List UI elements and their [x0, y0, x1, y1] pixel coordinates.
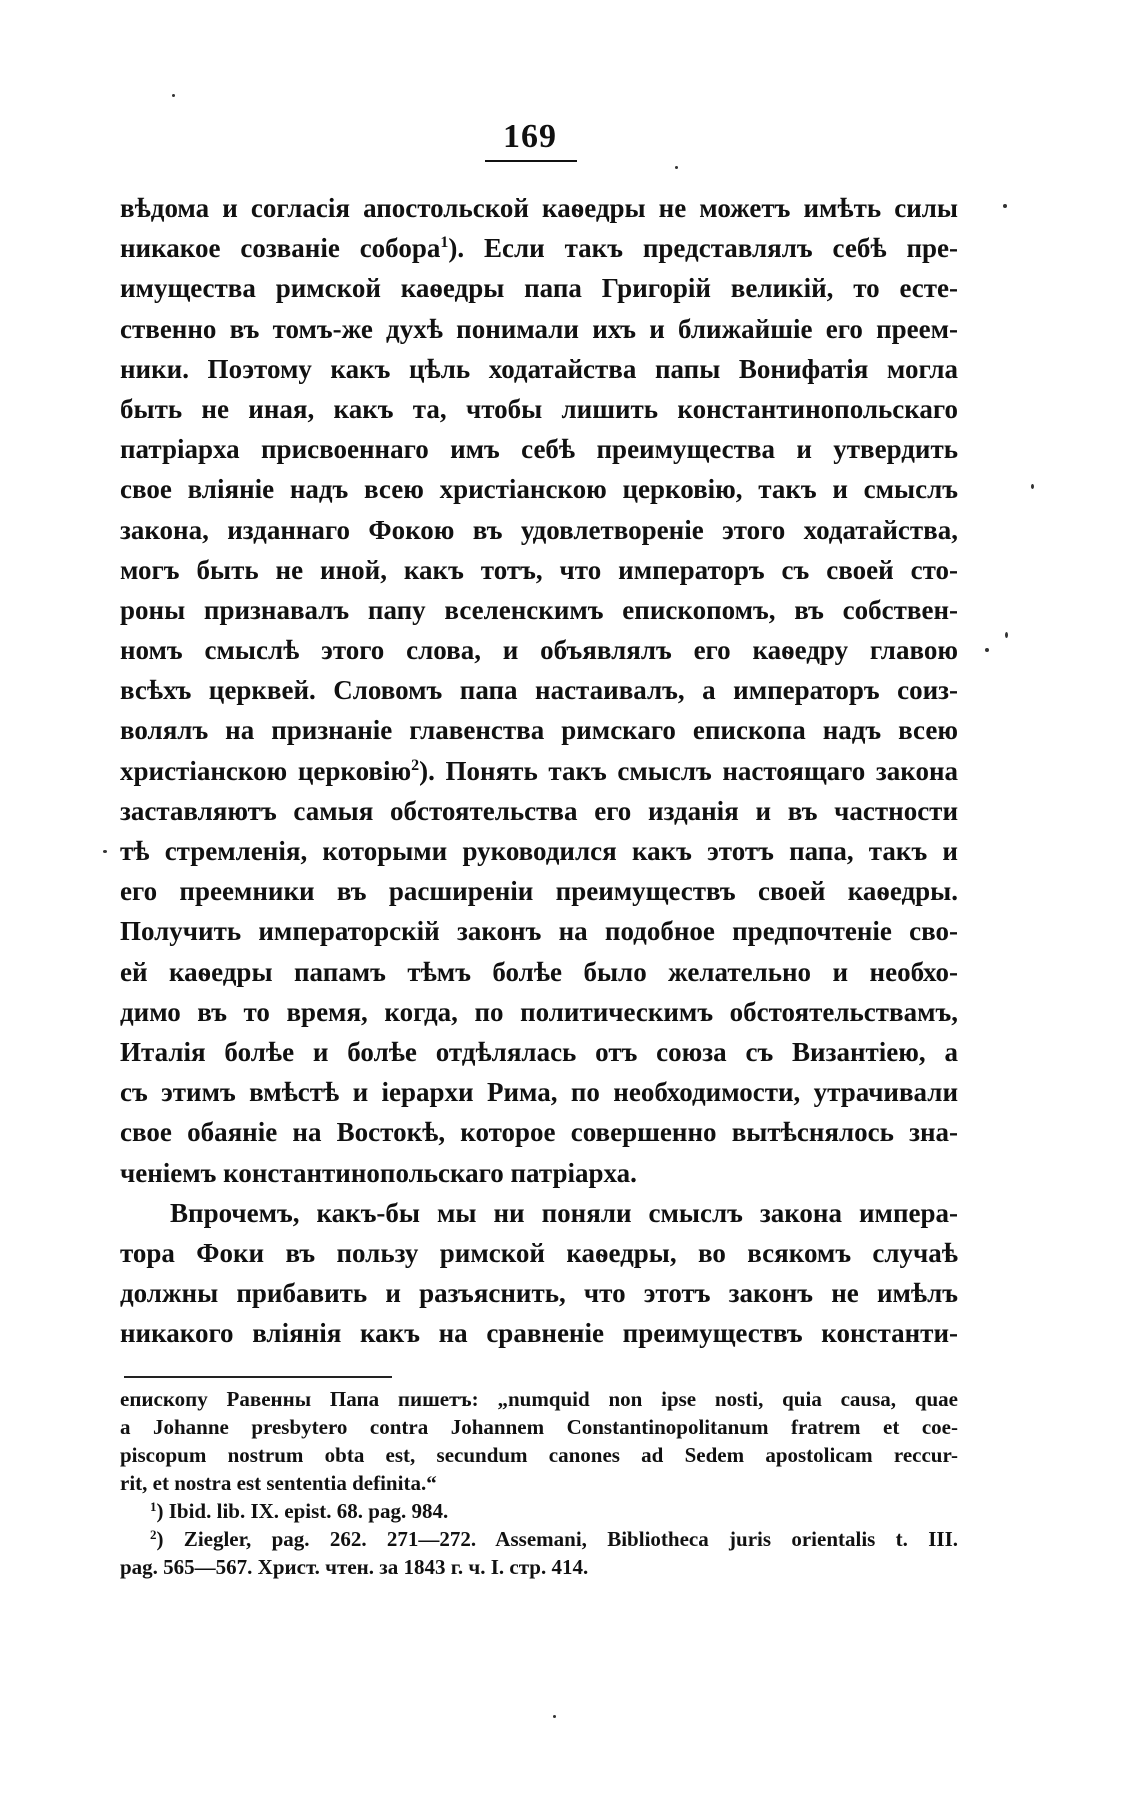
text-line: вѣдома и согласія апостольской каѳедры не можетъ имѣть силы: [120, 193, 958, 223]
text-line: Италія болѣе и болѣе отдѣлялась отъ союза съ Византіею, а: [120, 1036, 958, 1067]
text-line: съ этимъ вмѣстѣ и іерархи Рима, по необходимости, утрачивали: [120, 1077, 958, 1108]
text-line: христіанскою церковію$^2$). Понять такъ смыслъ настоящаго закона: [120, 755, 959, 786]
text-line: ственно въ томъ-же духѣ понимали ихъ и ближайшіе его преем-: [120, 313, 958, 344]
ink-speck: [985, 648, 989, 652]
text-line: могъ быть не иной, какъ тотъ, что императоръ съ своей сто-: [120, 554, 958, 585]
footnote-1: $^1$) Ibid. lib. IX. epist. 68. pag. 984.: [150, 1499, 449, 1523]
footnote-line: a Johanne presbytero contra Johannem Constantinopolitanum fratrem et coe-: [120, 1415, 958, 1439]
footnote-separator: [124, 1376, 392, 1378]
footnote-line: pag. 565—567. Христ. чтен. за 1843 г. ч. I. стр. 414.: [120, 1555, 589, 1579]
footnote-line: piscopum nostrum obta est, secundum canones ad Sedem apostolicam reccur-: [120, 1443, 958, 1467]
text-line: никакое созваніе собора$^1$). Если такъ представлялъ себѣ пре-: [120, 233, 959, 264]
text-line: ей каѳедры папамъ тѣмъ болѣе было желательно и необхо-: [120, 956, 958, 987]
text-line: свое обаяніе на Востокѣ, которое совершенно вытѣснялось зна-: [120, 1117, 958, 1148]
main-text: [120, 188, 958, 1353]
text-line: свое вліяніе надъ всею христіанскою церковію, такъ и смыслъ: [120, 474, 958, 505]
text-line: патріарха присвоеннаго имъ себѣ преимущества и утвердить: [120, 434, 958, 465]
text-line: имущества римской каѳедры папа Григорій великій, то есте-: [120, 273, 958, 304]
footnotes: [120, 1385, 958, 1581]
text-line: волялъ на признаніе главенства римскаго епископа надъ всею: [120, 715, 958, 746]
ink-speck: [553, 1715, 556, 1718]
text-line: заставляютъ самыя обстоятельства его изданія и въ частности: [120, 795, 958, 826]
text-line: никакого вліянія какъ на сравненіе преимуществъ константи-: [120, 1318, 958, 1349]
text-line: номъ смыслѣ этого слова, и объявлялъ его каѳедру главою: [120, 635, 958, 666]
text-line: димо въ то время, когда, по политическимъ обстоятельствамъ,: [120, 996, 958, 1027]
text-line: закона, изданнаго Фокою въ удовлетвореніе этого ходатайства,: [120, 514, 958, 545]
text-line: должны прибавить и разъяснить, что этотъ законъ не имѣлъ: [120, 1278, 958, 1309]
ink-speck: [1003, 204, 1007, 208]
footnote-line: rit, et nostra est sententia definita.“: [120, 1471, 437, 1495]
page-number-underline: [485, 160, 577, 162]
footnote-ref-1: 1: [440, 234, 449, 252]
text-line: ченіемъ константинопольскаго патріарха.: [120, 1157, 637, 1188]
footnote-line: епископу Равенны Папа пишетъ: „numquid non ipse nosti, quia causa, quae: [120, 1387, 958, 1411]
footnote-ref-2: 2: [411, 756, 420, 774]
text-line: тора Фоки въ пользу римской каѳедры, во всякомъ случаѣ: [120, 1237, 958, 1268]
text-line: тѣ стремленія, которыми руководился какъ этотъ папа, такъ и: [120, 836, 958, 866]
paragraph-start: Впрочемъ, какъ-бы мы ни поняли смыслъ закона импера-: [170, 1197, 958, 1228]
ink-speck: [1005, 632, 1008, 638]
text-line: Получить императорскій законъ на подобное предпочтеніе сво-: [120, 916, 958, 947]
ink-speck: [103, 850, 107, 853]
page-number: 169: [503, 118, 557, 155]
text-line: всѣхъ церквей. Словомъ папа настаивалъ, а императоръ соиз-: [120, 675, 958, 706]
text-line: его преемники въ расширеніи преимуществъ своей каѳедры.: [120, 876, 958, 907]
footnote-2: $^2$) Ziegler, pag. 262. 271—272. Assemani, Bibliotheca juris orientalis t. III.: [150, 1527, 958, 1551]
text-line: быть не иная, какъ та, чтобы лишить константинопольскаго: [120, 393, 958, 424]
ink-speck: [675, 166, 678, 169]
ink-speck: [172, 94, 175, 97]
text-line: роны признавалъ папу вселенскимъ епископомъ, въ собствен-: [120, 594, 958, 625]
text-line: ники. Поэтому какъ цѣль ходатайства папы Вонифатія могла: [120, 353, 958, 384]
ink-speck: [1031, 484, 1034, 489]
